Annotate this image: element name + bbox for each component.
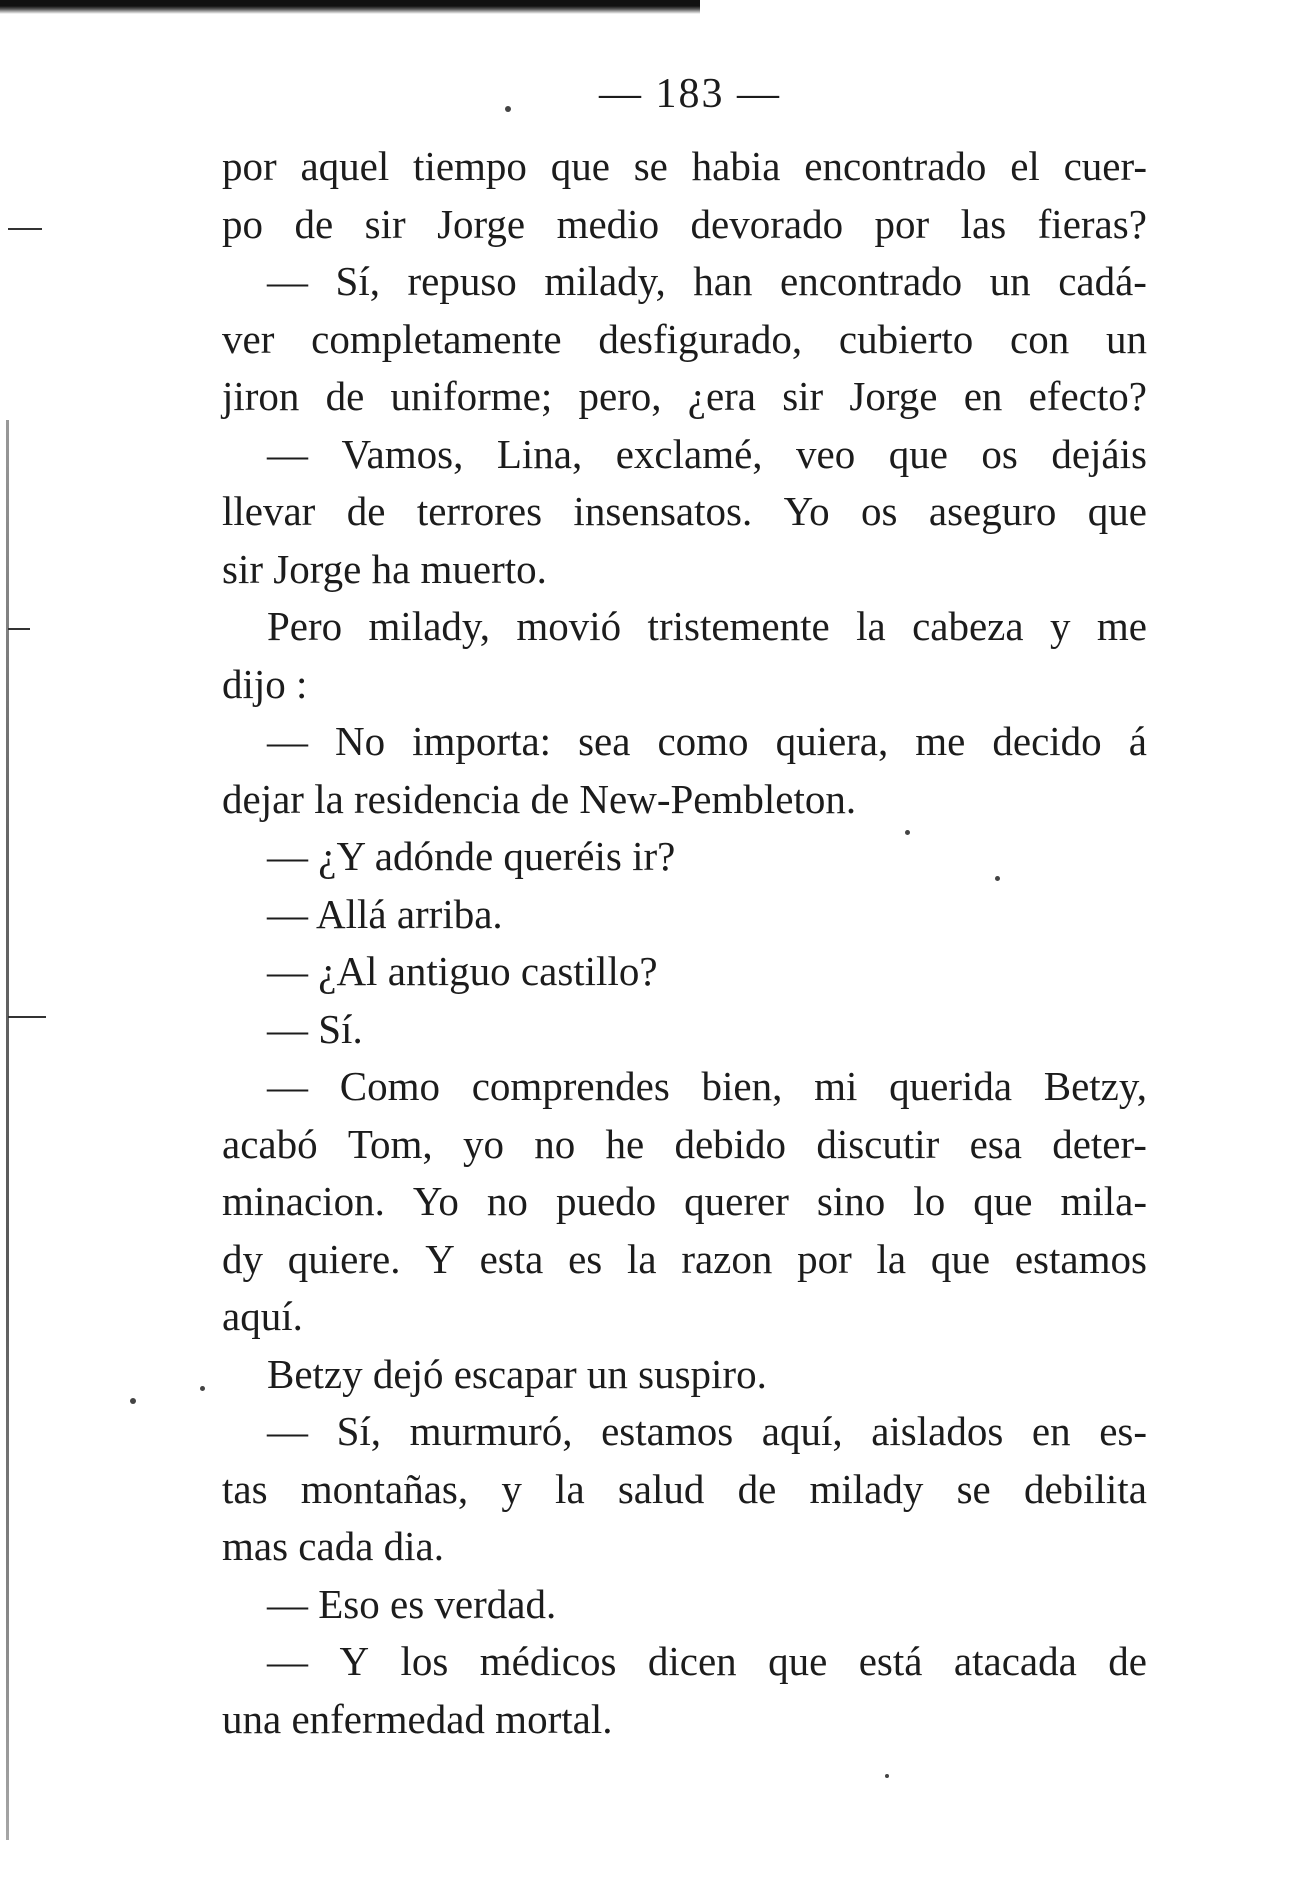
word: los [400, 1638, 449, 1684]
word: de [737, 1465, 777, 1512]
word: milady [809, 1465, 924, 1512]
word: se [633, 143, 668, 189]
word: sir [364, 200, 406, 247]
word: estamos [1014, 1235, 1147, 1282]
word: que [930, 1235, 991, 1282]
body-text [222, 138, 1147, 1748]
word: yo [462, 1120, 504, 1167]
word: os [981, 430, 1018, 477]
word: No [335, 718, 386, 764]
word: es [568, 1235, 603, 1282]
word: — [267, 1063, 308, 1109]
word: mila- [1060, 1178, 1147, 1224]
text-line [222, 483, 1147, 541]
word: tristemente [647, 603, 830, 649]
text-line [222, 1231, 1147, 1289]
word: en [1031, 1408, 1071, 1454]
word: esta [479, 1235, 544, 1282]
word: debido [674, 1120, 787, 1167]
word: mi [814, 1063, 858, 1109]
text-line [222, 311, 1147, 369]
text-line: — ¿Al antiguo castillo? [267, 948, 658, 994]
word: dejáis [1051, 430, 1147, 477]
text-line: — Sí. [267, 1005, 363, 1052]
text-line [222, 253, 1147, 311]
word: por [874, 200, 930, 247]
word: deter- [1052, 1120, 1147, 1167]
word: discutir [816, 1120, 940, 1167]
word: y [501, 1465, 522, 1512]
text-line [222, 368, 1147, 426]
word: quiere. [287, 1235, 401, 1282]
word: — [267, 258, 308, 304]
word: y [1049, 603, 1071, 649]
word: desfigurado, [598, 315, 803, 362]
word: me [915, 718, 966, 764]
word: habia [691, 143, 781, 189]
word: aseguro [928, 488, 1057, 534]
text-line: — ¿Y adónde queréis ir? [267, 833, 676, 879]
word: veo [796, 430, 856, 477]
word: de [1108, 1638, 1147, 1684]
word: aquel [300, 143, 390, 189]
word: os [861, 488, 898, 534]
word: Vamos, [341, 430, 464, 477]
word: á [1128, 718, 1147, 764]
scan-mark [8, 628, 30, 630]
word: estamos [601, 1408, 734, 1454]
word: por [222, 143, 277, 189]
word: medio [556, 200, 660, 247]
word: llevar [222, 488, 316, 534]
word: efecto? [1028, 373, 1147, 419]
word: médicos [479, 1638, 617, 1684]
word: dy [222, 1235, 263, 1282]
word: pero, [578, 373, 662, 419]
word: razon [681, 1235, 773, 1282]
word: ¿era [687, 373, 756, 419]
word: Lina, [496, 430, 583, 477]
word: ver [222, 315, 275, 362]
text-line: dejar la residencia de New-Pembleton. [222, 775, 857, 822]
word: querer [684, 1178, 789, 1224]
text-line: Betzy dejó escapar un suspiro. [267, 1350, 767, 1397]
word: no [534, 1120, 576, 1167]
word: Sí, [336, 1408, 382, 1454]
word: movió [516, 603, 622, 649]
word: terrores [416, 488, 543, 534]
word: que [1087, 488, 1147, 534]
word: Betzy, [1043, 1063, 1147, 1109]
word: que [973, 1178, 1033, 1224]
word: completamente [311, 315, 562, 362]
text-line [222, 1058, 1147, 1116]
word: quiera, [775, 718, 889, 764]
word: — [267, 1408, 308, 1454]
text-line [222, 713, 1147, 771]
word: querida [889, 1063, 1013, 1109]
scan-mark [8, 1016, 46, 1018]
word: puedo [555, 1178, 657, 1224]
word: con [1010, 315, 1070, 362]
word: Como [339, 1063, 440, 1109]
word: cuer- [1063, 143, 1147, 189]
word: Jorge [849, 373, 938, 419]
word: — [267, 430, 308, 477]
word: por [797, 1235, 852, 1282]
word: Y [425, 1235, 455, 1282]
word: importa: [412, 718, 552, 764]
text-line: mas cada dia. [222, 1523, 444, 1569]
scan-speck [200, 1386, 205, 1391]
word: Yo [412, 1178, 459, 1224]
word: como [657, 718, 749, 764]
word: Pero [267, 603, 343, 649]
word: uniforme; [390, 373, 553, 419]
word: fieras? [1037, 200, 1147, 247]
word: no [486, 1178, 528, 1224]
word: milady, [544, 258, 666, 304]
word: Jorge [437, 200, 526, 247]
word: esa [969, 1120, 1022, 1167]
word: devorado [690, 200, 844, 247]
word: acabó [222, 1120, 318, 1167]
word: repuso [407, 258, 517, 304]
text-line [222, 1173, 1147, 1231]
word: exclamé, [615, 430, 763, 477]
word: decido [992, 718, 1102, 764]
word: que [768, 1638, 828, 1684]
word: que [550, 143, 610, 189]
word: salud [617, 1465, 705, 1512]
word: sea [578, 718, 631, 764]
word: la [555, 1465, 585, 1512]
text-line [222, 598, 1147, 656]
text-line [222, 1403, 1147, 1461]
word: de [346, 488, 386, 534]
word: encontrado [780, 258, 963, 304]
word: se [956, 1465, 991, 1512]
text-line: dijo : [222, 660, 308, 707]
word: sir [782, 373, 824, 419]
word: cubierto [838, 315, 974, 362]
word: murmuró, [409, 1408, 573, 1454]
word: insensatos. [573, 488, 753, 534]
text-line [222, 1633, 1147, 1691]
text-line [222, 426, 1147, 484]
word: encontrado [804, 143, 987, 189]
word: me [1096, 603, 1147, 649]
text-line: — Allá arriba. [267, 890, 503, 937]
word: atacada [953, 1638, 1077, 1684]
scan-speck [130, 1398, 136, 1404]
word: tas [222, 1465, 268, 1512]
word: un [989, 258, 1031, 304]
word: Yo [783, 488, 830, 534]
text-line [222, 1116, 1147, 1174]
text-line: — Eso es verdad. [267, 1580, 557, 1627]
word: aislados [871, 1408, 1004, 1454]
page-number: — 183 — [599, 71, 781, 117]
word: han [693, 258, 753, 304]
word: la [626, 1235, 657, 1282]
word: la [856, 603, 886, 649]
word: en [963, 373, 1003, 419]
text-line: sir Jorge ha muerto. [222, 545, 547, 592]
word: las [960, 200, 1007, 247]
word: po [222, 200, 263, 247]
word: minacion. [222, 1178, 385, 1224]
word: aquí, [761, 1408, 843, 1454]
word: cadá- [1058, 258, 1147, 304]
word: de [325, 373, 365, 419]
word: que [888, 430, 948, 477]
word: milady, [368, 603, 490, 649]
word: cabeza [912, 603, 1024, 649]
text-line [222, 1461, 1147, 1519]
word: bien, [701, 1063, 783, 1109]
word: debilita [1023, 1465, 1147, 1512]
text-line [222, 138, 1147, 196]
text-line: aquí. [222, 1293, 303, 1339]
scan-top-edge [0, 0, 700, 14]
word: Y [339, 1638, 370, 1684]
word: es- [1099, 1408, 1147, 1454]
word: el [1010, 143, 1040, 189]
word: jiron [222, 373, 300, 419]
scan-left-edge [6, 420, 9, 1840]
word: Tom, [347, 1120, 433, 1167]
text-line: una enfermedad mortal. [222, 1695, 613, 1742]
scan-speck [885, 1774, 889, 1778]
word: Sí, [335, 258, 380, 304]
word: sino [816, 1178, 886, 1224]
word: montañas, [300, 1465, 469, 1512]
word: dicen [647, 1638, 737, 1684]
word: la [876, 1235, 907, 1282]
word: comprendes [471, 1063, 670, 1109]
scan-speck [505, 106, 511, 112]
word: he [605, 1120, 645, 1167]
word: está [858, 1638, 923, 1684]
word: de [294, 200, 334, 247]
scan-mark [8, 228, 42, 230]
word: — [267, 718, 308, 764]
text-line [222, 196, 1147, 254]
word: lo [913, 1178, 946, 1224]
word: — [267, 1638, 308, 1684]
word: un [1106, 315, 1147, 362]
word: tiempo [413, 143, 527, 189]
